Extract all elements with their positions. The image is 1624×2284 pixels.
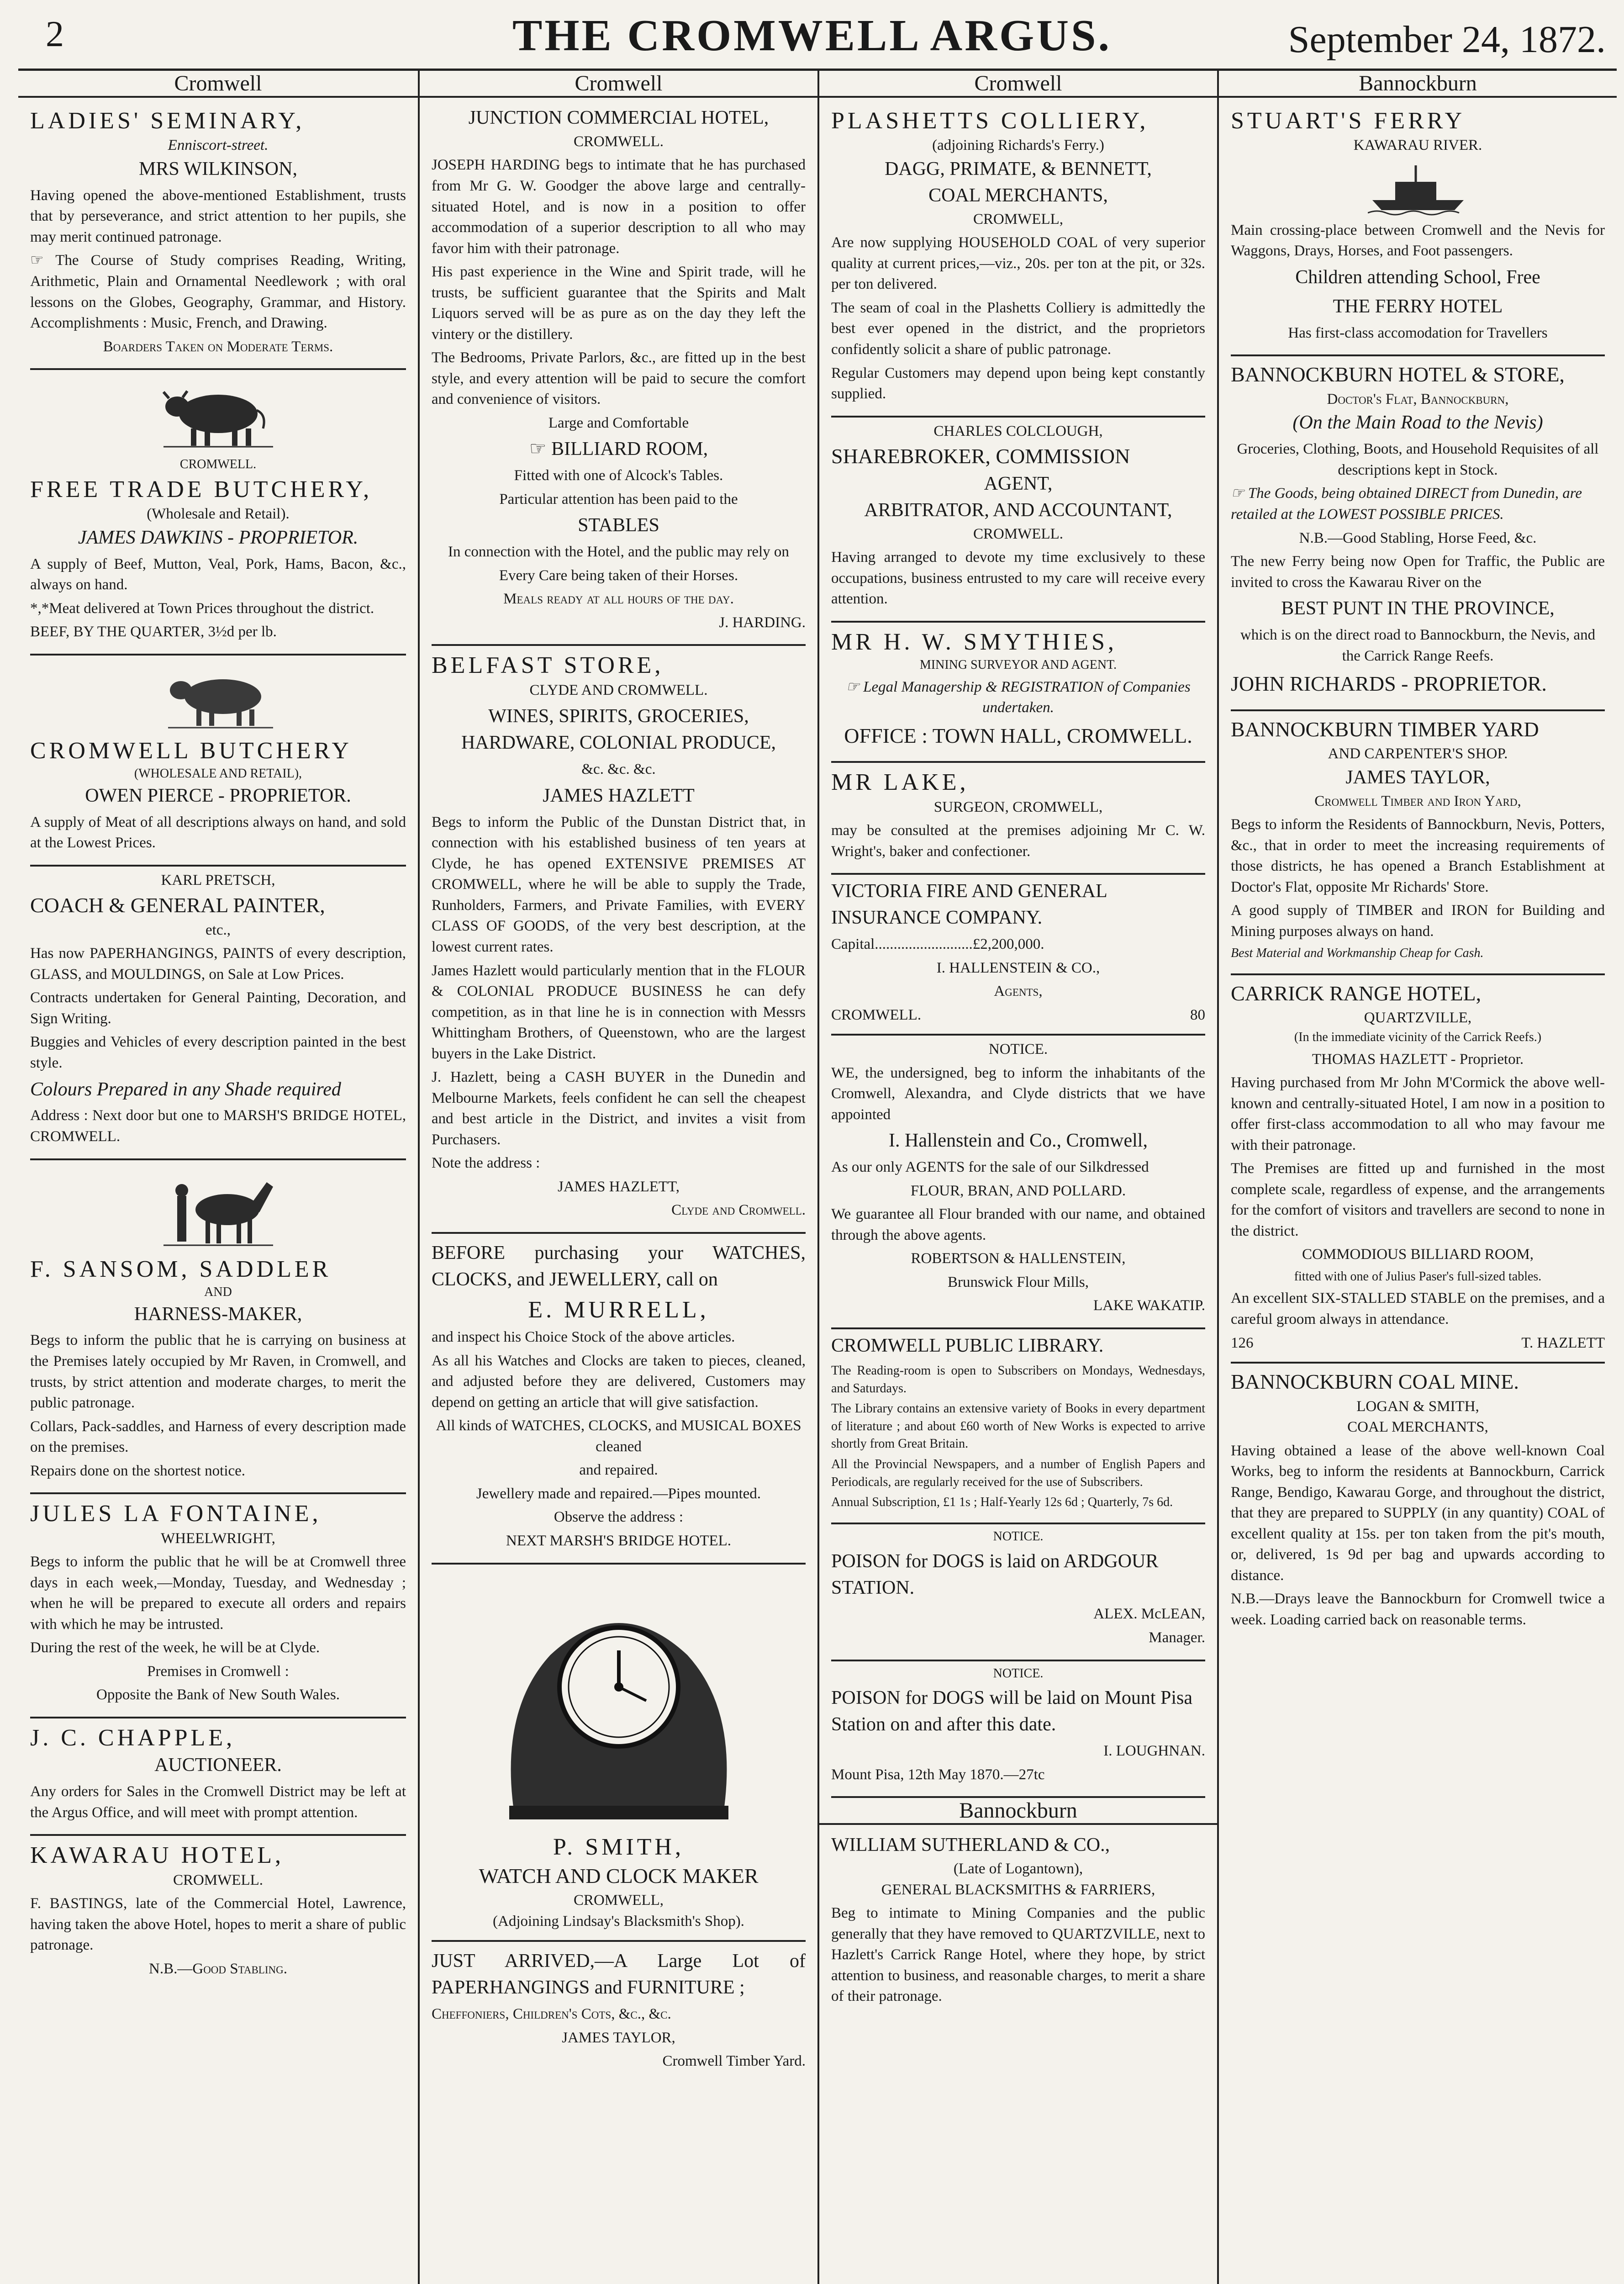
ad-title: COACH & GENERAL PAINTER, <box>30 894 325 917</box>
ad-title: JULES LA FONTAINE, <box>30 1501 322 1527</box>
column-1 <box>18 71 418 2284</box>
column-heading: Bannockburn <box>1219 71 1617 98</box>
ad-title: CARRICK RANGE HOTEL, <box>1231 981 1482 1005</box>
ad-title: J. C. CHAPPLE, <box>30 1724 236 1751</box>
ad-public-library: CROMWELL PUBLIC LIBRARY. The Reading-room is open to Subscribers on Mondays, Wednesdays, and Saturdays. The Library contains an extensive variety of Books in every department of literature ; and about £60 worth of New Works is expected to arrive shortly from Great Britain. All the Provincial Newspapers, and a number of English Papers and Periodicals, are regularly received for the use of Subscribers. Annual Subscription, £1 1s ; Half-Yearly 12s 6d ; Quarterly, 7s 6d. <box>831 1329 1205 1524</box>
ad-just-arrived: JUST ARRIVED,—A Large Lot of PAPERHANGINGS and FURNITURE ; Cheffoniers, Children's Cots, &c., &c. JAMES TAYLOR, Cromwell Timber Yard. <box>432 1942 806 2083</box>
ad-timber-yard: BANNOCKBURN TIMBER YARD AND CARPENTER'S SHOP. JAMES TAYLOR, Cromwell Timber and Iron Yard, Begs to inform the Residents of Bannockburn, Nevis, Potters, &c., that in order to meet the increasing requirements of those districts, he has opened a Branch Establishment at Doctor's Flat, opposite Mr Richards' Store. A good supply of TIMBER and IRON for Building and Mining purposes always on hand. Best Material and Workmanship Cheap for Cash. <box>1231 711 1605 975</box>
ad-title: MR H. W. SMYTHIES, <box>831 629 1117 655</box>
ad-title: LADIES' SEMINARY, <box>30 108 305 134</box>
ad-sansom-saddler: F. SANSOM, SADDLER AND HARNESS-MAKER, Begs to inform the public that he is carrying on business at the Premises lately occupied by Mr Raven, in Cromwell, and trusts, by strict attention and moderate charges, to merit the public patronage. Collars, Pack-saddles, and Harness of every description made on the premises. Repairs done on the shortest notice. <box>30 1160 406 1495</box>
ad-mr-lake: MR LAKE, SURGEON, CROMWELL, may be consulted at the premises adjoining Mr C. W. Wright's, baker and confectioner. <box>831 763 1205 875</box>
ad-title: JUNCTION COMMERCIAL HOTEL, <box>468 107 769 128</box>
ad-victoria-insurance: VICTORIA FIRE AND GENERAL INSURANCE COMPANY. Capital..........................£2,200,000. I. HALLENSTEIN & CO., Agents, CROMWELL. 80 <box>831 875 1205 1036</box>
ad-title: BELFAST STORE, <box>432 652 664 679</box>
newspaper-title: THE CROMWELL ARGUS. <box>512 11 1112 60</box>
ad-plashetts-colliery: PLASHETTS COLLIERY, (adjoining Richards's Ferry.) DAGG, PRIMATE, & BENNETT, COAL MERCHANTS, CROMWELL, Are now supplying HOUSEHOLD COAL of very superior quality at current prices,—viz., 20s. per ton at the pit, or 32s. per ton delivered. The seam of coal in the Plashetts Colliery is admittedly the best ever opened in the district, and the proprietors confidently solicit a share of public patronage. Regular Customers may depend upon being kept constantly supplied. <box>831 101 1205 418</box>
issue-date: September 24, 1872. <box>1288 18 1606 61</box>
ad-title: BANNOCKBURN HOTEL & STORE, <box>1231 363 1565 386</box>
columns <box>18 71 1617 2284</box>
ad-title: BANNOCKBURN TIMBER YARD <box>1231 717 1539 741</box>
column-subheading: Bannockburn <box>819 1798 1217 1825</box>
ox-illustration <box>159 378 278 451</box>
clock-illustration <box>459 1573 779 1829</box>
column-heading: Cromwell <box>819 71 1217 98</box>
ad-chapple-auctioneer: J. C. CHAPPLE, AUCTIONEER. Any orders for Sales in the Cromwell District may be left at the Argus Office, and will meet with prompt attention. <box>30 1718 406 1836</box>
ad-colclough: CHARLES COLCLOUGH, SHAREBROKER, COMMISSION AGENT, ARBITRATOR, AND ACCOUNTANT, CROMWELL. Having arranged to devote my time exclusively to these occupations, business entrusted to my care will receive every attention. <box>831 418 1205 623</box>
ferry-illustration <box>1368 161 1468 216</box>
ad-ladies-seminary: LADIES' SEMINARY, Enniscort-street. MRS WILKINSON, Having opened the above-mentioned Establishment, trusts that by perseverance, and strict attention to her pupils, she may merit continued patronage. ☞ The Course of Study comprises Reading, Writing, Arithmetic, Plain and Ornamental Needlework ; with oral lessons on the Globes, Geography, Grammar, and History. Accomplishments : Music, French, and Drawing. Boarders Taken on Moderate Terms. <box>30 101 406 370</box>
horse-illustration <box>159 1168 278 1251</box>
ad-belfast-store: BELFAST STORE, CLYDE AND CROMWELL. WINES, SPIRITS, GROCERIES, HARDWARE, COLONIAL PRODUCE, &c. &c. &c. JAMES HAZLETT Begs to inform the Public of the Dunstan District that, in connection with his established business of ten years at Clyde, he has opened EXTENSIVE PREMISES AT CROMWELL, where he will be able to supply the Trade, Runholders, Farmers, and Private Families, with EVERY CLASS OF GOODS, of the very best description, at the lowest current rates. James Hazlett would particularly mention that in the FLOUR & COLONIAL PRODUCE BUSINESS he can defy competition, as in that line he is in connection with Messrs Whittingham Brothers, of Queenstown, who are the largest buyers in the Lake District. J. Hazlett, being a CASH BUYER in the Dunedin and Melbourne Markets, feels confident he can sell the cheapest and best article in the District, and invites a visit from Purchasers. Note the address : JAMES HAZLETT, Clyde and Cromwell. <box>432 646 806 1233</box>
ad-title: BEFORE purchasing your WATCHES, CLOCKS, and JEWELLERY, call on <box>432 1242 806 1290</box>
ad-bannockburn-coal-mine: BANNOCKBURN COAL MINE. LOGAN & SMITH, COAL MERCHANTS, Having obtained a lease of the above well-known Coal Works, beg to inform the residents at Bannockburn, Carrick Range, Bendigo, Kawarau Gorge, and throughout the district, that they are prepared to SUPPLY (in any quantity) COAL of excellent quality at 15s. per ton taken from the pit's mouth, or, delivered, 1s 9d per bag and upwards according to distance. N.B.—Drays leave the Bannockburn for Cromwell twice a week. Loading carried back on reasonable terms. <box>1231 1364 1605 1641</box>
ad-title: MR LAKE, <box>831 769 969 796</box>
column-heading: Cromwell <box>18 71 418 98</box>
ad-kawarau-hotel: KAWARAU HOTEL, CROMWELL. F. BASTINGS, late of the Commercial Hotel, Lawrence, having taken the above Hotel, hopes to merit a share of public patronage. N.B.—Good Stabling. <box>30 1842 406 1977</box>
ad-title: JUST ARRIVED,—A Large Lot of PAPERHANGINGS and FURNITURE ; <box>432 1951 806 1998</box>
ad-bannockburn-hotel: BANNOCKBURN HOTEL & STORE, Doctor's Flat, Bannockburn, (On the Main Road to the Nevis) Groceries, Clothing, Boots, and Household Requisites of all descriptions kept in Stock. ☞ The Goods, being obtained DIRECT from Dunedin, are retailed at the LOWEST POSSIBLE PRICES. N.B.—Good Stabling, Horse Feed, &c. The new Ferry being now Open for Traffic, the Public are invited to cross the Kawarau River on the BEST PUNT IN THE PROVINCE, which is on the direct road to Bannockburn, the Nevis, and the Carrick Range Reefs. JOHN RICHARDS - PROPRIETOR. <box>1231 356 1605 711</box>
ad-poison-mount-pisa: NOTICE. POISON for DOGS will be laid on Mount Pisa Station on and after this date. I. LOUGHNAN. Mount Pisa, 12th May 1870.—27tc <box>831 1661 1205 1798</box>
cow-illustration <box>159 664 278 732</box>
ad-notice-hallenstein: NOTICE. WE, the undersigned, beg to inform the inhabitants of the Cromwell, Alexandra, and Clyde districts that we have appointed I. Hallenstein and Co., Cromwell, As our only AGENTS for the sale of our Silkdressed FLOUR, BRAN, AND POLLARD. We guarantee all Flour branded with our name, and obtained through the above agents. ROBERTSON & HALLENSTEIN, Brunswick Flour Mills, LAKE WAKATIP. <box>831 1036 1205 1329</box>
ad-murrell: BEFORE purchasing your WATCHES, CLOCKS, and JEWELLERY, call on E. MURRELL, and inspect his Choice Stock of the above articles. As all his Watches and Clocks are taken to pieces, cleaned, and adjusted before they are delivered, Customers may depend on getting an article that will give satisfaction. All kinds of WATCHES, CLOCKS, and MUSICAL BOXES cleaned and repaired. Jewellery made and repaired.—Pipes mounted. Observe the address : NEXT MARSH'S BRIDGE HOTEL. <box>432 1234 806 1565</box>
page-number: 2 <box>46 14 64 54</box>
ad-title: BANNOCKBURN COAL MINE. <box>1231 1370 1519 1394</box>
ad-title: STUART'S FERRY <box>1231 108 1466 134</box>
ad-sutherland: WILLIAM SUTHERLAND & CO., (Late of Logantown), GENERAL BLACKSMITHS & FARRIERS, Beg to intimate to Mining Companies and the public generally that they have removed to QUARTZVILLE, next to Hazlett's Carrick Range Hotel, where they hope, by strict attention to business, and reasonable charges, to merit a share of their patronage. <box>831 1829 1205 2018</box>
ad-title: F. SANSOM, SADDLER <box>30 1256 332 1282</box>
ad-poison-ardgour: NOTICE. POISON for DOGS is laid on ARDGOUR STATION. ALEX. McLEAN, Manager. <box>831 1524 1205 1661</box>
ad-karl-pretsch: KARL PRETSCH, COACH & GENERAL PAINTER, etc., Has now PAPERHANGINGS, PAINTS of every description, GLASS, and MOULDINGS, on Sale at Low Prices. Contracts undertaken for General Painting, Decoration, and Sign Writing. Buggies and Vehicles of every description painted in the best style. Colours Prepared in any Shade required Address : Next door but one to MARSH'S BRIDGE HOTEL, CROMWELL. <box>30 867 406 1160</box>
ad-title: PLASHETTS COLLIERY, <box>831 108 1149 134</box>
ad-carrick-range-hotel: CARRICK RANGE HOTEL, QUARTZVILLE, (In the immediate vicinity of the Carrick Reefs.) THOMAS HAZLETT - Proprietor. Having purchased from Mr John M'Cormick the above well-known and centrally-situated Hotel, I am now in a position to offer first-class accommodation to all who may favour me with their patronage. The Premises are fitted up and furnished in the most complete scale, regardless of expense, and the arrangements for the comfort of visitors and travellers are second to none in the district. COMMODIOUS BILLIARD ROOM, fitted with one of Julius Paser's full-sized tables. An excellent SIX-STALLED STABLE on the premises, and a careful groom always in attendance. 126 T. HAZLETT <box>1231 975 1605 1364</box>
column-3 <box>817 71 1217 2284</box>
ad-p-smith: P. SMITH, WATCH AND CLOCK MAKER CROMWELL, (Adjoining Lindsay's Blacksmith's Shop). <box>432 1565 806 1942</box>
ad-title: KAWARAU HOTEL, <box>30 1842 284 1869</box>
ad-title: P. SMITH, <box>553 1834 684 1860</box>
ad-stuarts-ferry: STUART'S FERRY KAWARAU RIVER. Main crossing-place between Cromwell and the Nevis for Waggons, Drays, Horses, and Foot passengers. Children attending School, Free THE FERRY HOTEL Has first-class accomodation for Travellers <box>1231 101 1605 356</box>
ad-title: SHAREBROKER, COMMISSION <box>831 444 1130 468</box>
ad-title: CROMWELL BUTCHERY <box>30 737 352 764</box>
ad-title: WILLIAM SUTHERLAND & CO., <box>831 1835 1110 1856</box>
ad-cromwell-butchery: CROMWELL BUTCHERY (WHOLESALE AND RETAIL), OWEN PIERCE - PROPRIETOR. A supply of Meat of all descriptions always on hand, and sold at the Lowest Prices. <box>30 656 406 867</box>
ad-title: VICTORIA FIRE AND GENERAL INSURANCE COMPANY. <box>831 881 1107 929</box>
ad-junction-hotel: JUNCTION COMMERCIAL HOTEL, CROMWELL. JOSEPH HARDING begs to intimate that he has purchased from Mr G. W. Goodger the above large and centrally-situated Hotel, and is now in a position to offer accommodation of a superior description to all who may favor him with their patronage. His past experience in the Wine and Spirit trade, will he trusts, be sufficient guarantee that the Spirits and Malt Liquors served will be as pure as on the day they left the vintery or the distillery. The Bedrooms, Private Parlors, &c., are fitted up in the best style, and every attention will be paid to secure the comfort and convenience of visitors. Large and Comfortable ☞ BILLIARD ROOM, Fitted with one of Alcock's Tables. Particular attention has been paid to the STABLES In connection with the Hotel, and the public may rely on Every Care being taken of their Horses. Meals ready at all hours of the day. J. HARDING. <box>432 101 806 646</box>
column-heading: Cromwell <box>420 71 817 98</box>
column-2 <box>418 71 817 2284</box>
column-4 <box>1217 71 1617 2284</box>
ad-smythies: MR H. W. SMYTHIES, MINING SURVEYOR AND AGENT. ☞ Legal Managership & REGISTRATION of Companies undertaken. OFFICE : TOWN HALL, CROMWELL. <box>831 623 1205 763</box>
masthead <box>0 0 1624 69</box>
ad-title: CROMWELL PUBLIC LIBRARY. <box>831 1335 1104 1356</box>
ad-jules-la-fontaine: JULES LA FONTAINE, WHEELWRIGHT, Begs to inform the public that he will be at Cromwell three days in each week,—Monday, Tuesday, and Wednesday ; when he will be prepared to execute all orders and repairs with which he may be intrusted. During the rest of the week, he will be at Clyde. Premises in Cromwell : Opposite the Bank of New South Wales. <box>30 1494 406 1718</box>
ad-free-trade-butchery: CROMWELL. FREE TRADE BUTCHERY, (Wholesale and Retail). JAMES DAWKINS - PROPRIETOR. A supply of Beef, Mutton, Veal, Pork, Hams, Bacon, &c., always on hand. *,*Meat delivered at Town Prices throughout the district. BEEF, BY THE QUARTER, 3½d per lb. <box>30 370 406 656</box>
ad-title: FREE TRADE BUTCHERY, <box>30 476 373 502</box>
